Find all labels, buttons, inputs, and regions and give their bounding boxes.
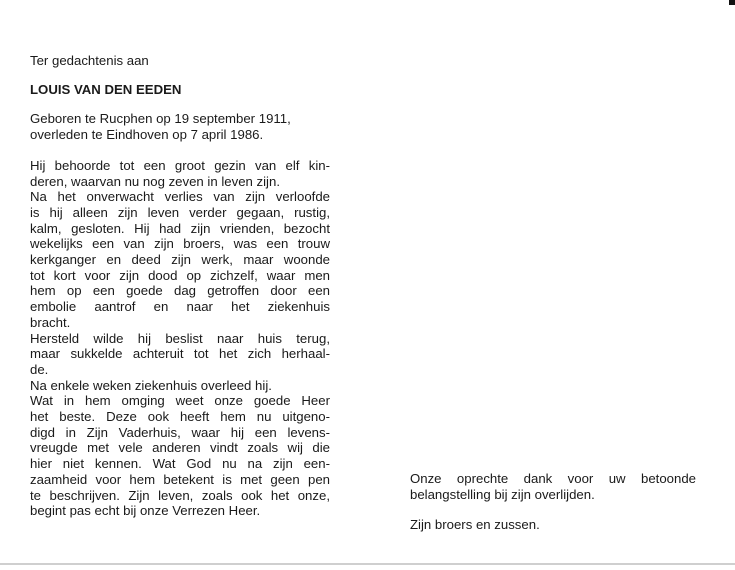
death-line: overleden te Eindhoven op 7 april 1986.	[30, 127, 264, 143]
bio-line: tot kort voor zijn dood op zichzelf, waar men	[30, 267, 330, 283]
bio-line: Na enkele weken ziekenhuis overleed hij.	[30, 377, 272, 393]
bottom-edge	[0, 563, 735, 565]
bio-line: kerkganger en deed zijn werk, maar woonde	[30, 252, 330, 268]
bio-line: vreugde met vele anderen vindt zoals wij die	[30, 440, 330, 456]
corner-mark	[729, 0, 735, 5]
bio-line: de.	[30, 361, 49, 377]
bio-line: zaamheid voor hem betekent is met geen pen	[30, 471, 330, 487]
bio-line: maar sukkelde achteruit tot het zich herhaal-	[30, 346, 330, 362]
bio-line: te beschrijven. Zijn leven, zoals ook het onze,	[30, 487, 330, 503]
bio-line: begint pas echt bij onze Verrezen Heer.	[30, 503, 261, 519]
right-column	[410, 471, 696, 533]
bio-line: het beste. Deze ook heeft hem nu uitgeno-	[30, 409, 330, 425]
bio-line: bracht.	[30, 314, 71, 330]
intro-text: Ter gedachtenis aan	[30, 53, 149, 68]
biography	[30, 158, 330, 519]
bio-line: embolie aantrof en naar het ziekenhuis	[30, 299, 330, 315]
birth-death-dates	[30, 111, 330, 142]
bio-line: digd in Zijn Vaderhuis, waar hij een levens-	[30, 424, 330, 440]
thanks-message	[410, 471, 696, 502]
deceased-name: LOUIS VAN DEN EEDEN	[30, 81, 182, 97]
bio-line: is hij alleen zijn leven verder gegaan, rustig,	[30, 204, 330, 220]
signoff: Zijn broers en zussen.	[410, 517, 540, 533]
thanks-line: belangstelling bij zijn overlijden.	[410, 486, 595, 502]
left-column	[30, 53, 330, 519]
bio-line: hier niet kennen. Wat God nu na zijn een-	[30, 456, 330, 472]
thanks-line: Onze oprechte dank voor uw betoonde	[410, 471, 696, 486]
bio-line: deren, waarvan nu nog zeven in leven zijn.	[30, 173, 280, 189]
bio-line: kalm, gesloten. Hij had zijn vrienden, bezocht	[30, 220, 330, 236]
bio-line: wekelijks een van zijn broers, was een trouw	[30, 236, 330, 252]
bio-line: Na het onverwacht verlies van zijn verloofde	[30, 189, 330, 205]
bio-line: Wat in hem omging weet onze goede Heer	[30, 393, 330, 409]
bio-line: hem op een goede dag getroffen door een	[30, 283, 330, 299]
birth-line: Geboren te Rucphen op 19 september 1911,	[30, 111, 291, 127]
bio-line: Hij behoorde tot een groot gezin van elf kin-	[30, 157, 330, 173]
bio-line: Hersteld wilde hij beslist naar huis terug,	[30, 330, 330, 346]
